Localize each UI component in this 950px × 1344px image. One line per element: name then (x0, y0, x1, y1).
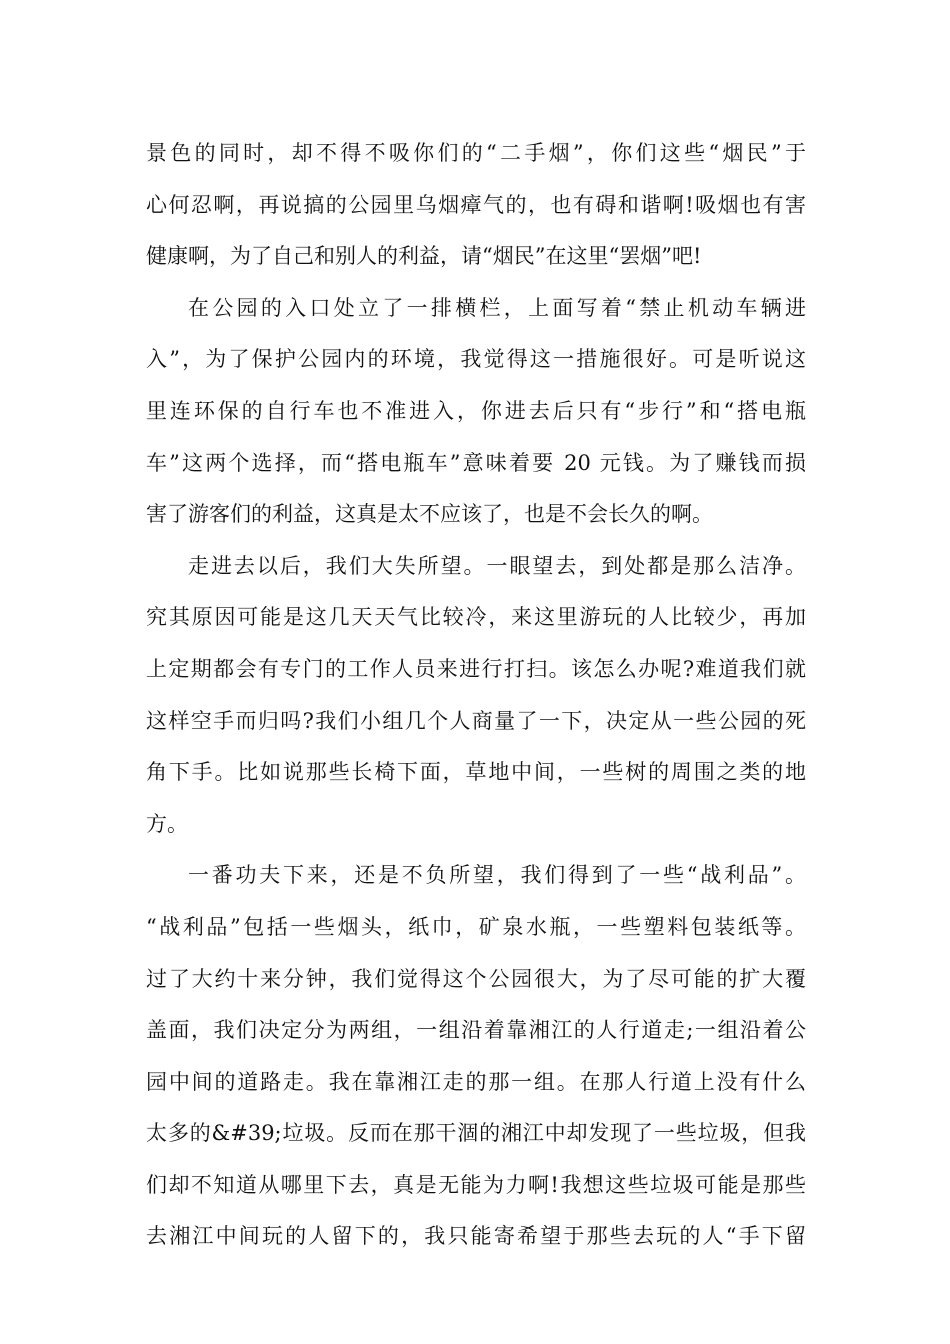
text-line: 入”，为了保护公园内的环境，我觉得这一措施很好。可是听说这 (146, 347, 806, 372)
text-line: 园中间的道路走。我在靠湘江走的那一组。在那人行道上没有什么 (146, 1069, 806, 1094)
text-line: 这样空手而归吗?我们小组几个人商量了一下，决定从一些公园的死 (146, 708, 806, 733)
article-body (146, 128, 806, 1263)
text-line: 上定期都会有专门的工作人员来进行打扫。该怎么办呢?难道我们就 (146, 656, 806, 681)
text-line: 健康啊，为了自己和别人的利益，请“烟民”在这里“罢烟”吧! (146, 244, 702, 269)
text-line: 害了游客们的利益，这真是太不应该了，也是不会长久的啊。 (146, 502, 713, 527)
text-line: “战利品”包括一些烟头，纸巾，矿泉水瓶，一些塑料包装纸等。 (146, 914, 806, 939)
text-line: 心何忍啊，再说搞的公园里乌烟瘴气的，也有碍和谐啊!吸烟也有害 (146, 192, 806, 217)
text-line: 一番功夫下来，还是不负所望，我们得到了一些“战利品”。 (188, 863, 806, 888)
text-line: 走进去以后，我们大失所望。一眼望去，到处都是那么洁净。 (188, 553, 806, 578)
text-line: 景色的同时，却不得不吸你们的“二手烟”，你们这些“烟民”于 (146, 141, 806, 165)
text-line: 里连环保的自行车也不准进入，你进去后只有“步行”和“搭电瓶 (146, 398, 806, 423)
text-line: 角下手。比如说那些长椅下面，草地中间，一些树的周围之类的地 (146, 760, 806, 785)
text-line: 太多的&#39;垃圾。反而在那干涸的湘江中却发现了一些垃圾，但我 (146, 1121, 806, 1146)
text-line: 究其原因可能是这几天天气比较冷，来这里游玩的人比较少，再加 (146, 605, 806, 630)
text-line: 方。 (146, 811, 188, 836)
text-line: 去湘江中间玩的人留下的，我只能寄希望于那些去玩的人“手下留 (146, 1224, 806, 1249)
text-line: 在公园的入口处立了一排横栏，上面写着“禁止机动车辆进 (188, 295, 806, 320)
text-line: 过了大约十来分钟，我们觉得这个公园很大，为了尽可能的扩大覆 (146, 966, 806, 991)
text-line: 们却不知道从哪里下去，真是无能为力啊!我想这些垃圾可能是那些 (146, 1172, 806, 1197)
text-line: 车”这两个选择，而“搭电瓶车”意味着要 20 元钱。为了赚钱而损 (146, 450, 806, 475)
text-line: 盖面，我们决定分为两组，一组沿着靠湘江的人行道走;一组沿着公 (146, 1018, 806, 1043)
